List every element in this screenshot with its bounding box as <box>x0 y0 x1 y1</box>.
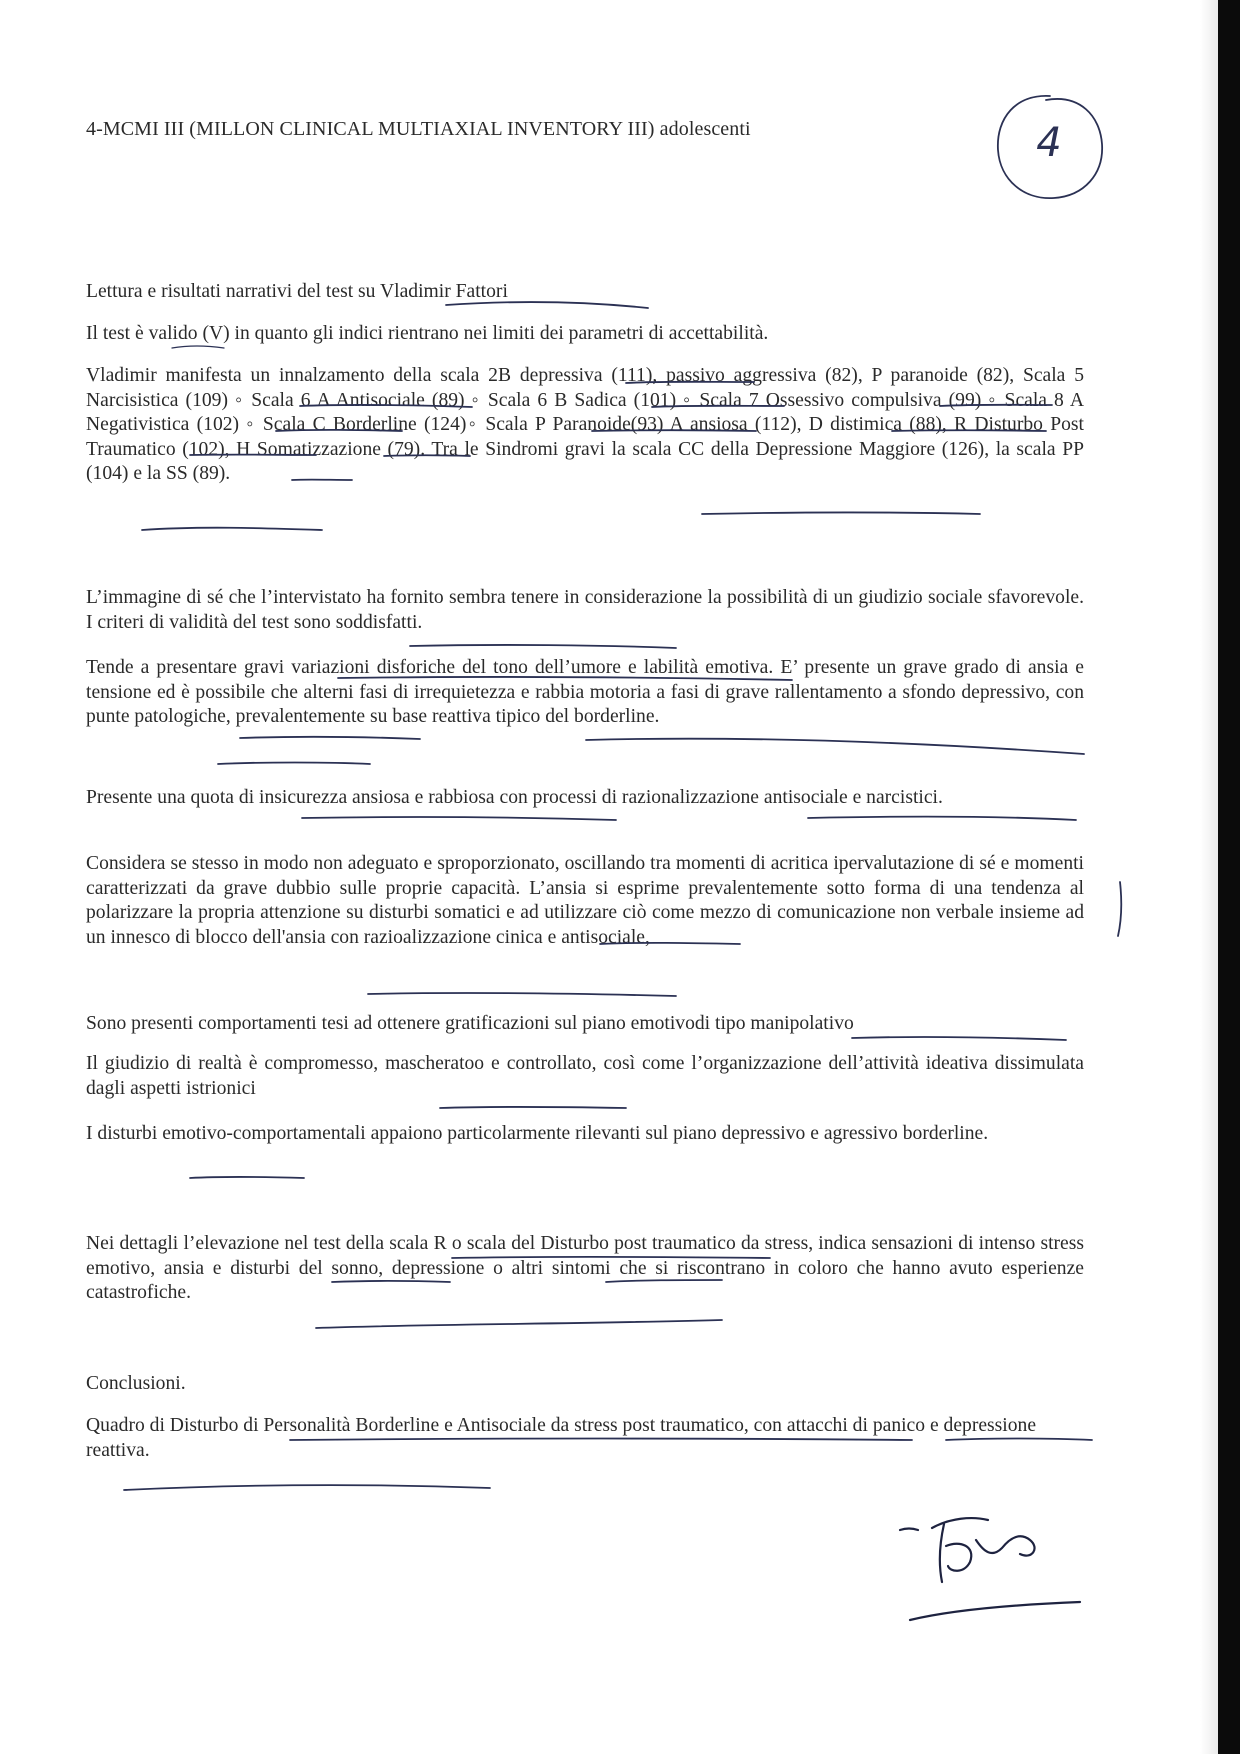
self-image-paragraph: L’immagine di sé che l’intervistato ha fornito sembra tenere in considerazione la possibilità di un giudizio sociale sfavorevole. I criteri di validità del test sono soddisfatti. <box>86 587 1084 633</box>
underline-panico <box>124 1485 490 1490</box>
document-title: 4-MCMI III (MILLON CLINICAL MULTIAXIAL INVENTORY III) adolescenti <box>86 118 751 140</box>
mood-paragraph: Tende a presentare gravi variazioni disforiche del tono dell’umore e labilità emotiva. E’ presente un grave grado di ansia e tensione ed è possibile che alterni fasi di irrequietezza e rabbia motoria a fasi di grave rallentamento a sfondo depressivo, con punte patologiche, prevalentemente su base reattiva tipico del borderline. <box>86 657 1084 727</box>
underline-razionalizzazione <box>808 817 1076 820</box>
reality-paragraph: Il giudizio di realtà è compromesso, mascheratoo e controllato, così come l’organizzazione dell’attività ideativa dissimulata dagli aspetti istrionici <box>86 1053 1084 1099</box>
underline-catastrofiche <box>316 1320 722 1328</box>
underline-razioalizzazione <box>368 993 676 996</box>
gratification-line: Sono presenti comportamenti tesi ad ottenere gratificazioni sul piano emotivodi tipo manipolativo <box>86 1013 854 1034</box>
underline-manipolativo <box>852 1037 1066 1040</box>
validity-line: Il test è valido (V) in quanto gli indici rientrano nei limiti dei parametri di accettabilità. <box>86 323 769 344</box>
disturbances-paragraph: I disturbi emotivo-comportamentali appaiono particolarmente rilevanti sul piano depressivo e agressivo borderline. <box>86 1123 989 1144</box>
page-number: 4 <box>1036 120 1062 166</box>
conclusion-paragraph: Quadro di Disturbo di Personalità Borderline e Antisociale da stress post traumatico, con attacchi di panico e depressione reattiva. <box>86 1415 1037 1461</box>
scan-edge <box>1218 0 1240 1754</box>
underline-pp-ss <box>142 528 322 530</box>
self-evaluation-paragraph: Considera se stesso in modo non adeguato e sproporzionato, oscillando tra momenti di acritica ipervalutazione di sé e momenti caratterizzati da grave dubbio sulle proprie capacità. L’ansia si esprime prevalentemente sotto forma di una tendenza al polarizzare la propria attenzione su disturbi somatici e ad utilizzare ciò come mezzo di comunicazione non verbale insieme ad un innesco di blocco dell'ansia con razioalizzazione cinica e antisociale, <box>86 853 1084 948</box>
underline-criteri <box>410 645 676 648</box>
underline-borderline-3 <box>190 1177 304 1178</box>
margin-mark <box>1118 882 1121 936</box>
underline-insicurezza <box>302 817 616 820</box>
underline-depressione <box>702 513 980 515</box>
underline-borderline-2 <box>218 763 370 765</box>
underline-patologiche <box>586 739 1084 754</box>
underline-rallentamento <box>240 737 420 739</box>
signature-icon <box>880 1470 1120 1650</box>
intro-line: Lettura e risultati narrativi del test su Vladimir Fattori <box>86 281 508 302</box>
page-shadow <box>1200 0 1218 1754</box>
page-number-badge <box>988 88 1110 206</box>
underline-istrionici <box>440 1107 626 1108</box>
conclusions-heading: Conclusioni. <box>86 1373 186 1394</box>
scales-paragraph: Vladimir manifesta un innalzamento della scala 2B depressiva (111), passivo aggressiva (82), P paranoide (82), Scala 5 Narcisistica (109) ◦ Scala 6 A Antisociale (89) ◦ Scala 6 B Sadica (101) ◦ Scala 7 Ossessivo compulsiva (99) ◦ Scala 8 A Negativistica (102) ◦ Scala C Borderline (124)◦ Scala P Paranoide(93) A ansiosa (112), D distimica (88), R Disturbo Post Traumatico (102), H Somatizzazione (79). Tra le Sindromi gravi la scala CC della Depressione Maggiore (126), la scala PP (104) e la SS (89). <box>86 365 1084 484</box>
anxiety-paragraph: Presente una quota di insicurezza ansiosa e rabbiosa con processi di razionalizzazione antisociale e narcistici. <box>86 787 943 808</box>
ptsd-paragraph: Nei dettagli l’elevazione nel test della scala R o scala del Disturbo post traumatico da stress, indica sensazioni di intenso stress emotivo, ansia e disturbi del sonno, depressione o altri sintomi che si riscontrano in coloro che hanno avuto esperienze catastrofiche. <box>86 1233 1084 1303</box>
